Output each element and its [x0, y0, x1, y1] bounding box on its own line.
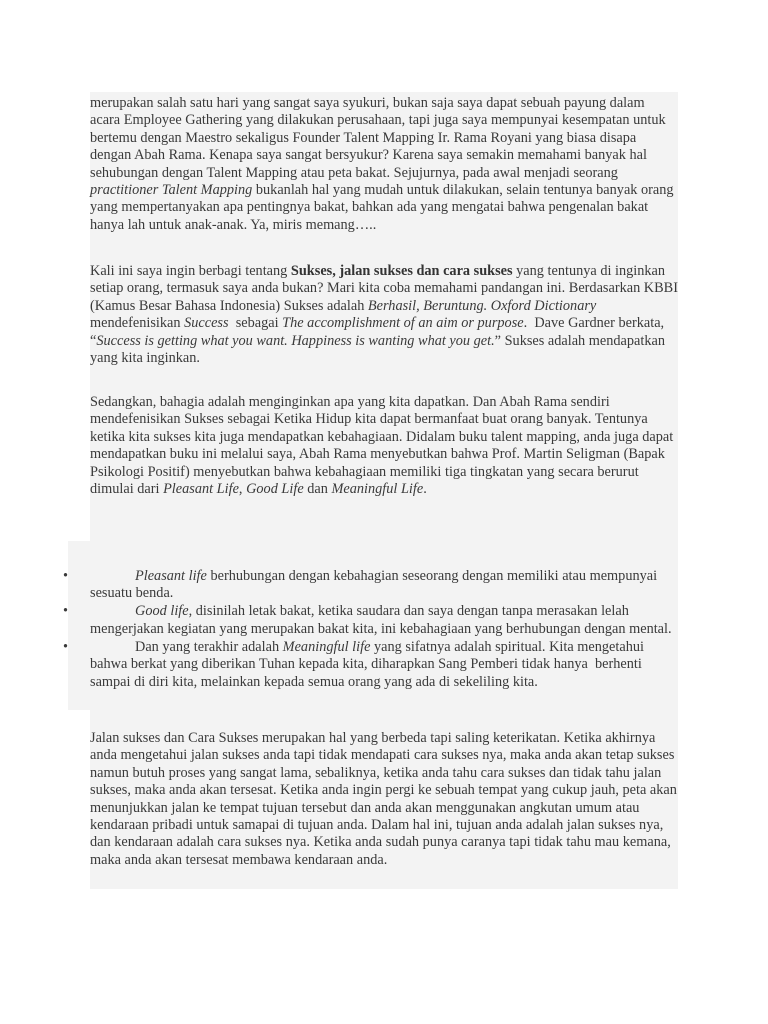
text-run: berhubungan dengan kebahagian seseorang dengan memiliki atau mempunyai sesuatu benda.: [90, 568, 658, 602]
text-run: mendefenisikan: [90, 315, 185, 332]
text-run: Dan yang terakhir adalah: [135, 638, 283, 655]
text-run: yang tentunya di inginkan setiap orang, termasuk saya anda bukan? Mari kita coba memahami pandangan ini. Berdasarkan KBBI (Kamus Besar Bahasa Indonesia) Sukses adalah: [90, 263, 678, 314]
text-run-italic: Berhasil, Beruntung. Oxford Dictionary: [367, 297, 597, 314]
text-run-italic: Meaningful Life: [331, 481, 424, 498]
text-run-italic: Success is getting what you want. Happiness is wanting what you get.: [96, 332, 495, 349]
paragraph-definition: [90, 263, 678, 367]
text-run-italic: Pleasant life: [135, 568, 207, 584]
bullet-icon: •: [63, 638, 69, 655]
text-run: sebagai: [228, 315, 283, 332]
text-run: yang sifatnya adalah spiritual. Kita mengetahui bahwa berkat yang diberikan Tuhan kepada kita, diharapkan Sang Pemberi tidak hanya berhenti sampai di diri kita, melainkan kepada semua orang yang ada di sekeliling kita.: [90, 638, 648, 690]
text-run-italic: Pleasant Life: [163, 481, 239, 498]
bullet-list: [63, 568, 678, 692]
text-run: Kali ini saya ingin berbagi tentang: [90, 263, 291, 279]
text-run-italic: The accomplishment of an aim or purpose: [282, 315, 524, 332]
text-run: , disinilah letak bakat, ketika saudara dan saya dengan tanpa merasakan lelah mengerjakan kegiatan yang merupakan bakat kita, ini kebahagiaan yang berhubungan dengan mental.: [90, 603, 672, 637]
text-run: dan: [303, 481, 332, 498]
paragraph-intro: [90, 95, 678, 234]
paragraph-path-and-way: [90, 730, 678, 869]
text-run-italic: practitioner Talent Mapping: [90, 182, 253, 199]
text-run-italic: Good life: [135, 603, 189, 620]
list-item: [63, 603, 678, 638]
text-run: Sedangkan, bahagia adalah menginginkan apa yang kita dapatkan. Dan Abah Rama sendiri mendefenisikan Sukses sebagai Ketika Hidup kita dapat bermanfaat buat orang banyak. Tentunya ketika kita sukses kita juga mendapatkan kebahagiaan. Didalam buku talent mapping, anda juga dapat mendapatkan buku ini melalui saya, Abah Rama menyebutkan bahwa Prof. Martin Seligman (Bapak Psikologi Positif) menyebutkan bahwa kebahagiaan memiliki tiga tingkatan yang secara berurut dimulai dari: [90, 394, 674, 498]
text-run-italic: Success: [184, 315, 229, 332]
text-run-italic: Good Life: [246, 481, 304, 498]
bullet-icon: •: [63, 568, 69, 584]
list-item: [63, 638, 678, 691]
text-run: . Dave Gardner berkata, “: [90, 315, 668, 349]
text-run: ” Sukses adalah mendapatkan yang kita inginkan.: [90, 332, 665, 367]
text-run: ,: [238, 481, 247, 498]
paragraph-happiness: [90, 394, 678, 498]
text-run-italic: Meaningful life: [282, 638, 371, 655]
text-run: bukanlah hal yang mudah untuk dilakukan, selain tentunya banyak orang yang mempertanyakan apa pentingnya bakat, bahkan ada yang mengatai bahwa pengenalan bakat hanya lah untuk anak-anak. Ya, miris memang…..: [90, 182, 674, 233]
text-run: merupakan salah satu hari yang sangat saya syukuri, bukan saja saya dapat sebuah payung dalam acara Employee Gathering yang dilakukan perusahaan, tapi juga saya mempunyai kesempatan untuk bertemu dengan Maestro sekaligus Founder Talent Mapping Ir. Rama Royani yang biasa disapa dengan Abah Rama. Kenapa saya sangat bersyukur? Karena saya semakin memahami banyak hal sehubungan dengan Talent Mapping atau peta bakat. Sejujurnya, pada awal menjadi seorang: [90, 95, 666, 181]
text-run: .: [423, 481, 427, 498]
bullet-icon: •: [63, 603, 69, 620]
text-run-bold: Sukses, jalan sukses dan cara sukses: [290, 263, 513, 279]
list-item: [63, 568, 678, 603]
text-run: Jalan sukses dan Cara Sukses merupakan hal yang berbeda tapi saling keterikatan. Ketika akhirnya anda mengetahui jalan sukses anda tapi tidak mendapati cara sukses nya, maka anda akan tetap sukses namun butuh proses yang sangat lama, sebaliknya, ketika anda tahu cara sukses dan tidak tahu jalan sukses, maka anda akan tersesat. Ketika anda ingin pergi ke sebuah tempat yang cukup jauh, peta akan menunjukkan jalan ke tempat tujuan tersebut dan anda akan menggunakan angkutan umum atau kendaraan pribadi untuk samapai di tujuan anda. Dalam hal ini, tujuan anda adalah jalan sukses nya, dan kendaraan adalah cara sukses nya. Ketika anda sudah punya caranya tapi tidak tahu mau kemana, maka anda akan tersesat membawa kendaraan anda.: [90, 730, 677, 868]
